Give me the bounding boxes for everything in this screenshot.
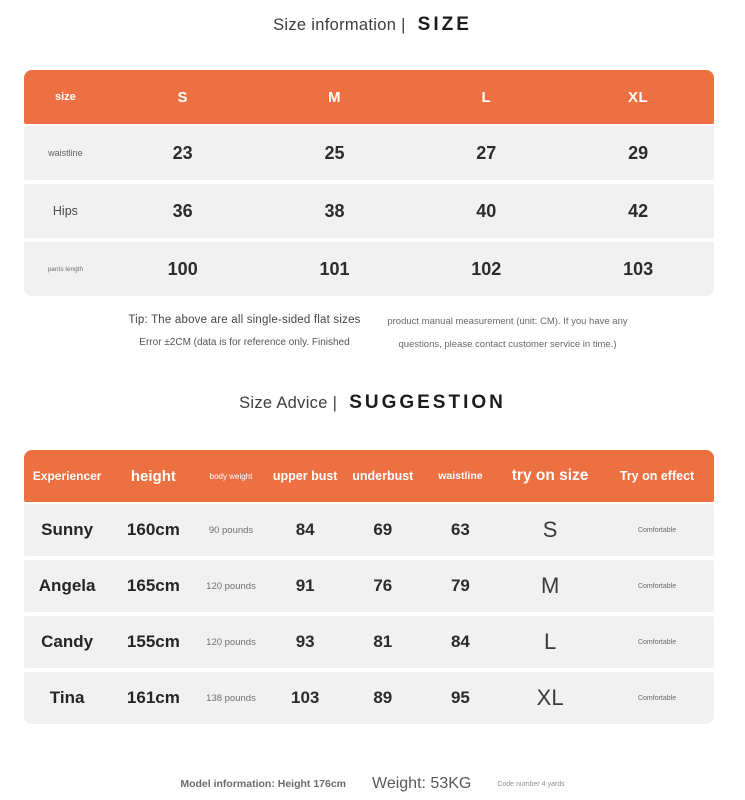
cell-height: 161cm (126, 688, 180, 707)
cell-underbust: 89 (373, 688, 393, 707)
tip-note (0, 314, 745, 362)
column-header-body-weight: body weight (209, 471, 253, 481)
cell-underbust: 76 (373, 576, 393, 595)
cell-value: 40 (476, 200, 497, 221)
cell-waistline: 84 (450, 632, 470, 651)
size-title-text: Size information | (273, 16, 406, 34)
model-info-footer (0, 772, 745, 796)
cell-experiencer: Angela (38, 576, 96, 595)
cell-experiencer: Tina (49, 688, 85, 707)
cell-height: 165cm (126, 576, 180, 595)
size-table-header-row (24, 70, 714, 124)
cell-try-on-effect: Comfortable (637, 582, 677, 590)
cell-upper-bust: 93 (295, 632, 315, 651)
size-section-title (0, 14, 745, 36)
cell-experiencer: Sunny (41, 520, 94, 539)
cell-value: 102 (471, 258, 502, 279)
tip-line: questions, please contact customer service in time.) (398, 339, 617, 350)
cell-body-weight: 120 pounds (206, 580, 256, 592)
cell-waistline: 95 (450, 688, 470, 707)
tip-line: product manual measurement (unit: CM). If you have any (387, 316, 628, 327)
cell-value: 25 (324, 142, 345, 163)
cell-try-on-size: M (540, 573, 560, 598)
tip-line: Tip: The above are all single-sided flat sizes (128, 314, 361, 326)
tip-note-left (117, 314, 373, 362)
cell-value: 42 (628, 200, 649, 221)
cell-try-on-size: S (542, 517, 558, 542)
cell-value: 103 (623, 258, 654, 279)
column-header-waistline: waistline (438, 470, 483, 482)
column-header-m: M (327, 88, 341, 106)
cell-height: 160cm (126, 520, 180, 539)
cell-underbust: 69 (373, 520, 393, 539)
cell-value: 29 (628, 142, 649, 163)
cell-value: 27 (476, 142, 497, 163)
table-row-sunny (24, 504, 714, 556)
model-info-text: Model information: Height 176cm (180, 778, 347, 790)
cell-body-weight: 138 pounds (206, 692, 256, 704)
size-table (24, 70, 714, 296)
row-label: waistline (48, 148, 83, 158)
column-header-l: L (481, 88, 492, 106)
column-header-xl: XL (628, 88, 649, 106)
tip-note-right (387, 314, 629, 362)
row-label: Hips (52, 204, 78, 218)
cell-underbust: 81 (373, 632, 393, 651)
advice-title-accent: SUGGESTION (349, 392, 506, 413)
cell-body-weight: 90 pounds (208, 524, 254, 536)
advice-table-header-row (24, 450, 714, 502)
column-header-s: S (177, 88, 188, 106)
cell-try-on-effect: Comfortable (637, 526, 677, 534)
cell-experiencer: Candy (41, 632, 94, 651)
cell-waistline: 63 (450, 520, 470, 539)
cell-try-on-size: XL (536, 685, 564, 710)
table-row-tina (24, 672, 714, 724)
cell-value: 36 (172, 200, 193, 221)
cell-upper-bust: 91 (295, 576, 315, 595)
cell-value: 23 (172, 142, 193, 163)
table-row-waistline (24, 126, 714, 180)
model-code-text: Code number 4 yards (497, 780, 565, 788)
column-header-upper-bust: upper bust (272, 469, 338, 483)
column-header-experiencer: Experiencer (32, 469, 102, 483)
table-row-angela (24, 560, 714, 612)
column-header-height: height (130, 467, 176, 485)
table-row-candy (24, 616, 714, 668)
column-header-underbust: underbust (352, 469, 414, 483)
column-header-try-on-size: try on size (511, 467, 589, 484)
table-row-pants-length (24, 242, 714, 296)
advice-section-title (0, 392, 745, 414)
model-weight-text: Weight: 53KG (372, 775, 472, 792)
cell-value: 38 (324, 200, 345, 221)
column-header-size: size (55, 91, 76, 103)
cell-waistline: 79 (450, 576, 470, 595)
cell-try-on-size: L (543, 629, 557, 654)
cell-value: 101 (319, 258, 350, 279)
table-row-hips (24, 184, 714, 238)
cell-try-on-effect: Comfortable (637, 694, 677, 702)
cell-upper-bust: 84 (295, 520, 315, 539)
row-label: pants length (47, 265, 84, 273)
cell-height: 155cm (126, 632, 180, 651)
column-header-try-on-effect: Try on effect (619, 469, 695, 483)
cell-value: 100 (167, 258, 198, 279)
advice-table (24, 450, 714, 724)
cell-body-weight: 120 pounds (206, 636, 256, 648)
tip-line: Error ±2CM (data is for reference only. Finished (139, 337, 350, 348)
advice-title-text: Size Advice | (239, 394, 338, 412)
cell-try-on-effect: Comfortable (637, 638, 677, 646)
cell-upper-bust: 103 (290, 688, 320, 707)
size-title-accent: SIZE (417, 14, 472, 35)
